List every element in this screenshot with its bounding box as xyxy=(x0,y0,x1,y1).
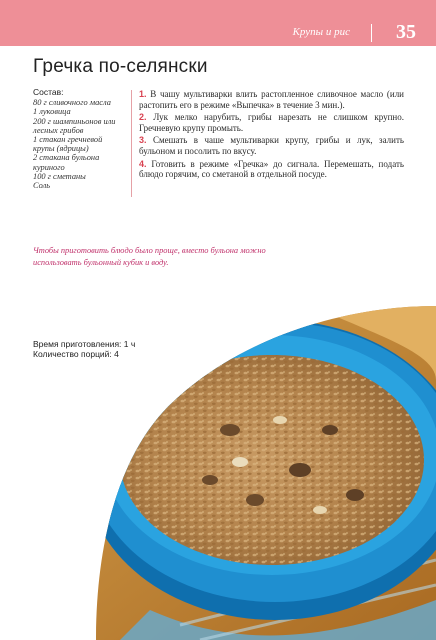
servings-count: Количество порций: 4 xyxy=(33,349,119,359)
ingredient-item: 80 г сливочного масла xyxy=(33,98,111,108)
tip-note: Чтобы приготовить блюдо было проще, вместо бульона можно использовать бульонный кубик и воду. xyxy=(33,246,266,267)
step-text: Готовить в режиме «Гречка» до сигнала. Перемешать, подать блюдо горячим, со сметаной в отдельной посуде. xyxy=(139,158,404,180)
ingredient-item: 2 стакана бульона куриного xyxy=(33,153,100,172)
ingredient-item: 1 луковица xyxy=(33,107,71,117)
ingredients-heading: Состав: xyxy=(33,87,64,97)
ingredient-item: 1 стакан гречневой крупы (ядрицы) xyxy=(33,135,103,154)
ingredient-item: 100 г сметаны xyxy=(33,171,86,181)
page-number: 35 xyxy=(396,21,416,43)
recipe-title: Гречка по-селянски xyxy=(33,56,208,77)
ingredient-item: 200 г шампиньонов или лесных грибов xyxy=(33,116,116,135)
ingredient-item: Соль xyxy=(33,181,51,191)
step-number: 2. xyxy=(139,112,147,123)
step-number: 3. xyxy=(139,135,147,146)
cooking-time: Время приготовления: 1 ч xyxy=(33,339,136,349)
step-number: 1. xyxy=(139,89,147,99)
step-text: В чашу мультиварки влить растопленное сливочное масло (или растопить его в режиме «Выпечка» в течение 3 мин.). xyxy=(139,89,404,110)
section-title: Крупы и рис xyxy=(292,26,350,38)
step-text: Лук мелко нарубить, грибы нарезать не слишком крупно. Гречневую крупу промыть. xyxy=(139,112,404,133)
step-number: 4. xyxy=(139,158,147,169)
step-text: Смешать в чаше мультиварки крупу, грибы и лук, залить бульоном и посолить по вкусу. xyxy=(139,135,404,156)
